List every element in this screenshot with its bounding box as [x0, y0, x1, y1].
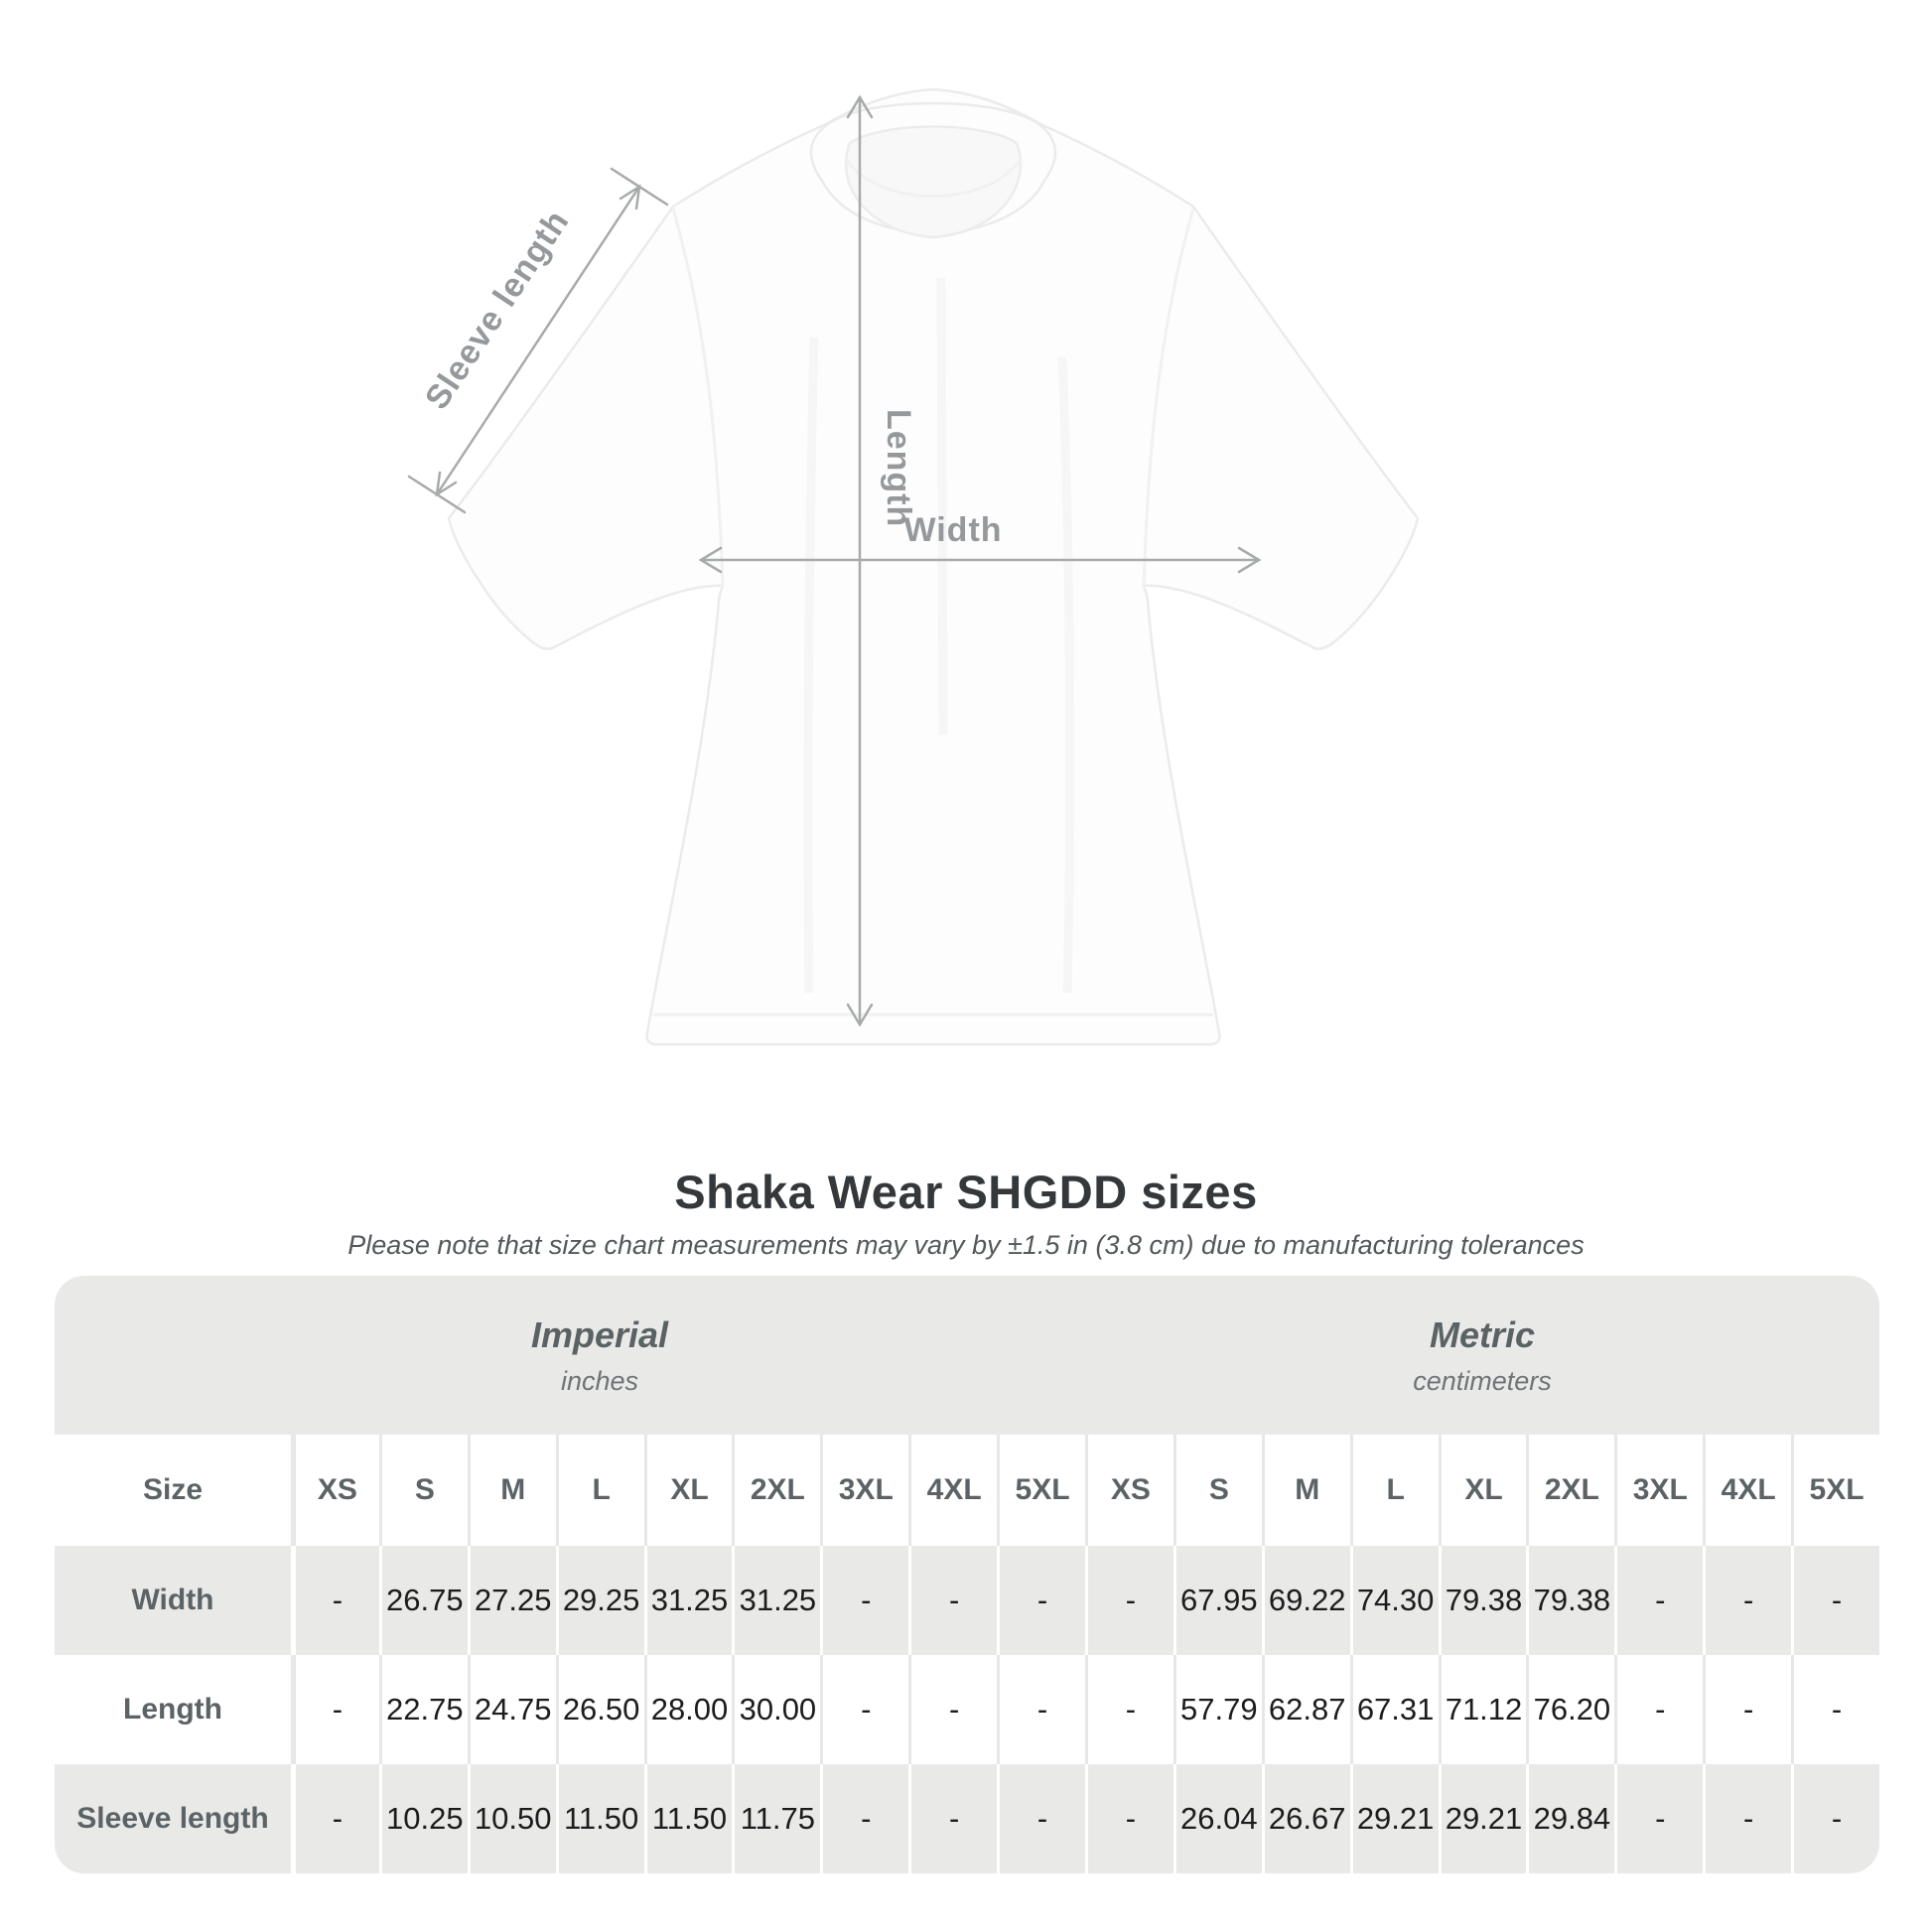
width-metric-s: 67.95: [1173, 1546, 1262, 1655]
tolerance-note: Please note that size chart measurements may vary by ±1.5 in (3.8 cm) due to manufacturing tolerances: [347, 1230, 1585, 1260]
width-metric-3xl: -: [1614, 1546, 1703, 1655]
width-imperial-2xl: 31.25: [732, 1546, 820, 1655]
width-metric-l: 74.30: [1350, 1546, 1439, 1655]
sleeve-metric-5xl: -: [1791, 1764, 1879, 1873]
width-imperial-l: 29.25: [556, 1546, 644, 1655]
length-metric-3xl: -: [1614, 1655, 1703, 1764]
metric-unit-label: centimeters: [1413, 1365, 1552, 1396]
size-header-imperial-l: L: [556, 1435, 644, 1546]
length-metric-4xl: -: [1703, 1655, 1791, 1764]
table-row-width: [55, 1546, 1879, 1655]
sleeve-imperial-4xl: -: [908, 1764, 997, 1873]
size-header-metric-m: M: [1262, 1435, 1350, 1546]
length-metric-xs: -: [1085, 1655, 1173, 1764]
length-imperial-3xl: -: [820, 1655, 908, 1764]
length-imperial-4xl: -: [908, 1655, 997, 1764]
sleeve-metric-l: 29.21: [1350, 1764, 1439, 1873]
imperial-header-group: [55, 1276, 1085, 1435]
length-metric-l: 67.31: [1350, 1655, 1439, 1764]
imperial-unit-label: inches: [560, 1365, 639, 1396]
size-column-header: Size: [142, 1473, 204, 1506]
size-header-imperial-s: S: [379, 1435, 468, 1546]
width-metric-xs: -: [1085, 1546, 1173, 1655]
length-metric-m: 62.87: [1262, 1655, 1350, 1764]
width-imperial-4xl: -: [908, 1546, 997, 1655]
sleeve-imperial-xl: 11.50: [644, 1764, 733, 1873]
sleeve-metric-m: 26.67: [1262, 1764, 1350, 1873]
size-header-metric-xs: XS: [1085, 1435, 1173, 1546]
width-imperial-5xl: -: [997, 1546, 1085, 1655]
width-metric-m: 69.22: [1262, 1546, 1350, 1655]
size-header-metric-3xl: 3XL: [1614, 1435, 1703, 1546]
sleeve-metric-4xl: -: [1703, 1764, 1791, 1873]
sleeve-imperial-m: 10.50: [468, 1764, 556, 1873]
size-header-imperial-m: M: [468, 1435, 556, 1546]
length-dimension-label: Length: [880, 409, 917, 528]
size-header-metric-5xl: 5XL: [1791, 1435, 1879, 1546]
size-header-imperial-xl: XL: [644, 1435, 733, 1546]
sleeve-imperial-l: 11.50: [556, 1764, 644, 1873]
imperial-header: Imperial: [530, 1313, 669, 1355]
sleeve-imperial-s: 10.25: [379, 1764, 468, 1873]
metric-header: Metric: [1429, 1313, 1536, 1355]
size-header-imperial-5xl: 5XL: [997, 1435, 1085, 1546]
length-metric-xl: 71.12: [1439, 1655, 1527, 1764]
length-imperial-2xl: 30.00: [732, 1655, 820, 1764]
size-header-imperial-2xl: 2XL: [732, 1435, 820, 1546]
width-imperial-s: 26.75: [379, 1546, 468, 1655]
size-header-metric-s: S: [1173, 1435, 1262, 1546]
sleeve-imperial-5xl: -: [997, 1764, 1085, 1873]
size-header-metric-2xl: 2XL: [1526, 1435, 1614, 1546]
sleeve-imperial-2xl: 11.75: [732, 1764, 820, 1873]
size-header-metric-xl: XL: [1439, 1435, 1527, 1546]
width-imperial-m: 27.25: [468, 1546, 556, 1655]
length-imperial-xs: -: [291, 1655, 379, 1764]
table-row-length: [55, 1655, 1879, 1764]
unit-band: [55, 1276, 1879, 1435]
tshirt-size-diagram: [298, 40, 1628, 1092]
length-metric-5xl: -: [1791, 1655, 1879, 1764]
length-imperial-xl: 28.00: [644, 1655, 733, 1764]
sleeve-metric-3xl: -: [1614, 1764, 1703, 1873]
width-dimension-label: Width: [903, 511, 1003, 549]
length-metric-s: 57.79: [1173, 1655, 1262, 1764]
width-imperial-xs: -: [291, 1546, 379, 1655]
sleeve-metric-xl: 29.21: [1439, 1764, 1527, 1873]
table-row-sleeve-length: [55, 1764, 1879, 1873]
page-title: Shaka Wear SHGDD sizes: [674, 1166, 1258, 1219]
sleeve-metric-2xl: 29.84: [1526, 1764, 1614, 1873]
width-imperial-xl: 31.25: [644, 1546, 733, 1655]
sleeve-length-dimension-label: Sleeve length: [417, 203, 577, 417]
size-header-metric-l: L: [1350, 1435, 1439, 1546]
size-header-metric-4xl: 4XL: [1703, 1435, 1791, 1546]
width-metric-4xl: -: [1703, 1546, 1791, 1655]
sleeve-metric-s: 26.04: [1173, 1764, 1262, 1873]
length-imperial-s: 22.75: [379, 1655, 468, 1764]
length-imperial-l: 26.50: [556, 1655, 644, 1764]
size-table: [55, 1276, 1879, 1873]
size-header-row: [55, 1435, 1879, 1546]
fabric-crease: [941, 278, 943, 735]
size-header-imperial-3xl: 3XL: [820, 1435, 908, 1546]
sleeve-imperial-3xl: -: [820, 1764, 908, 1873]
size-header-imperial-4xl: 4XL: [908, 1435, 997, 1546]
row-label-sleeve-length: Sleeve length: [76, 1802, 269, 1835]
sleeve-metric-xs: -: [1085, 1764, 1173, 1873]
row-label-length: Length: [123, 1693, 222, 1725]
length-imperial-m: 24.75: [468, 1655, 556, 1764]
row-label-width: Width: [131, 1584, 214, 1616]
width-imperial-3xl: -: [820, 1546, 908, 1655]
width-metric-xl: 79.38: [1439, 1546, 1527, 1655]
length-imperial-5xl: -: [997, 1655, 1085, 1764]
length-metric-2xl: 76.20: [1526, 1655, 1614, 1764]
size-header-imperial-xs: XS: [291, 1435, 379, 1546]
sleeve-imperial-xs: -: [291, 1764, 379, 1873]
metric-header-group: [1085, 1276, 1879, 1435]
width-metric-5xl: -: [1791, 1546, 1879, 1655]
tshirt-illustration: [449, 89, 1418, 1044]
width-metric-2xl: 79.38: [1526, 1546, 1614, 1655]
